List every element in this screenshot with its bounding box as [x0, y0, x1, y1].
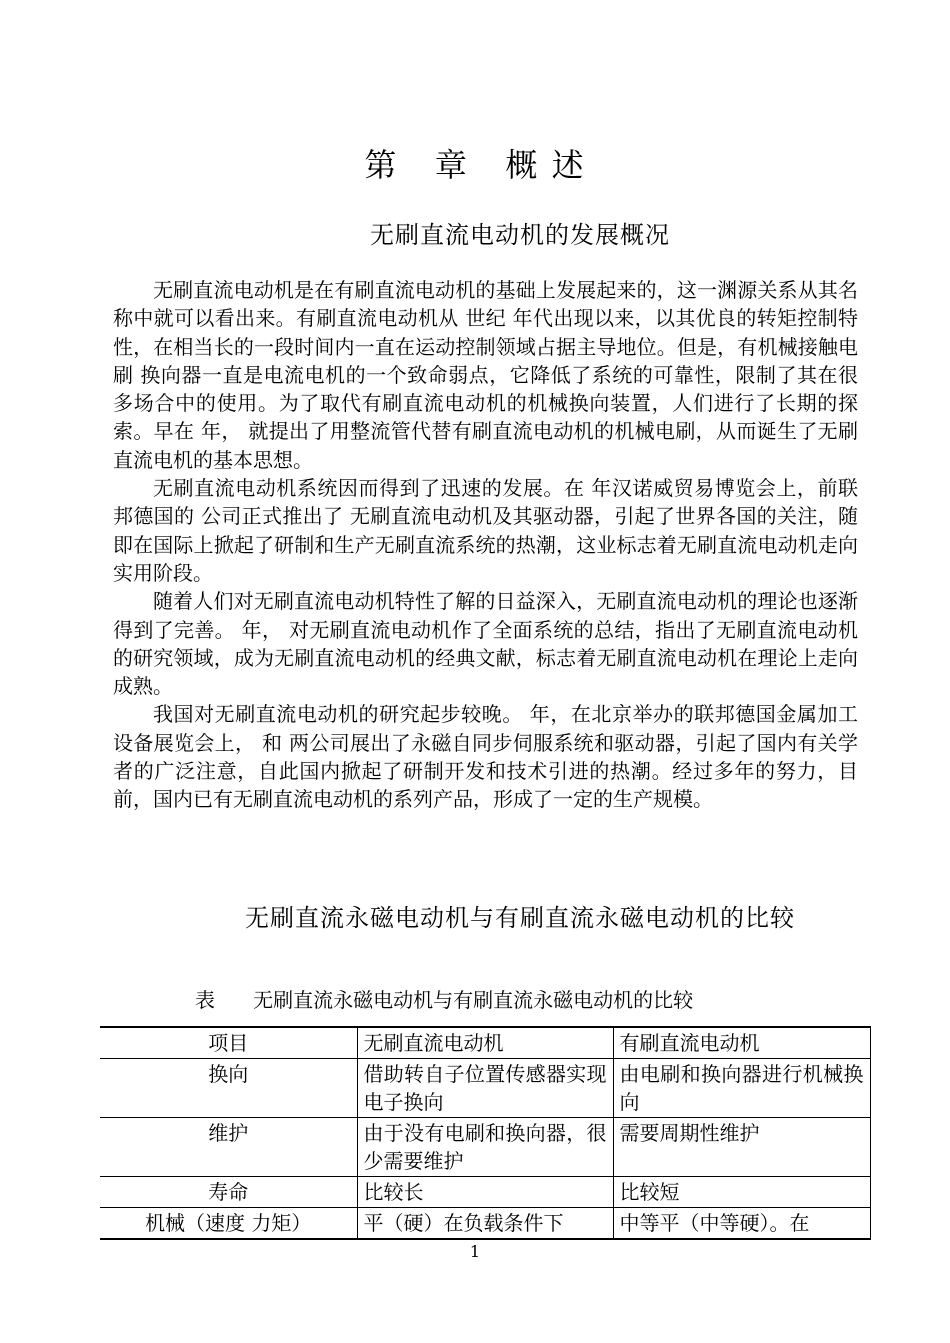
table-row [100, 1177, 870, 1208]
table-cell: 机械（速度 力矩） [100, 1208, 357, 1240]
table-cell: 中等平（中等硬）。在 [613, 1208, 870, 1240]
table-cell: 维护 [100, 1118, 357, 1177]
paragraph: 无刷直流电动机系统因而得到了迅速的发展。在 年汉诺威贸易博览会上，前联邦德国的 公司正式推出了 无刷直流电动机及其驱动器，引起了世界各国的关注，随即在国际上掀起了研制和生产无刷直流系统的热潮，这业标志着无刷直流电动机走向实用阶段。 [113, 476, 858, 585]
table-cell: 比较长 [357, 1177, 613, 1208]
chapter-title: 第 章 概 述 [364, 146, 586, 184]
table-cell: 换向 [100, 1059, 357, 1118]
table-header-cell: 无刷直流电动机 [357, 1027, 613, 1059]
table-cell: 借助转自子位置传感器实现电子换向 [357, 1059, 613, 1118]
table-cell: 比较短 [613, 1177, 870, 1208]
table-cell: 平（硬）在负载条件下 [357, 1208, 613, 1240]
table-row [100, 1059, 870, 1118]
table-header-cell: 项目 [100, 1027, 357, 1059]
paragraph: 无刷直流电动机是在有刷直流电动机的基础上发展起来的，这一渊源关系从其名称中就可以看出来。有刷直流电动机从 世纪 年代出现以来，以其优良的转矩控制特性，在相当长的一段时间内一直在运动控制领域占据主导地位。但是，有机械接触电刷 换向器一直是电流电机的一个致命弱点，它降低了系统的可靠性，限制了其在很多场合中的使用。为了取代有刷直流电动机的机械换向装置，人们进行了长期的探索。早在 年， 就提出了用整流管代替有刷直流电动机的机械电刷，从而诞生了无刷直流电机的基本思想。 [113, 278, 858, 472]
comparison-table [100, 1026, 871, 1240]
table-cell: 需要周期性维护 [613, 1118, 870, 1177]
table-caption: 表 无刷直流永磁电动机与有刷直流永磁电动机的比较 [195, 988, 694, 1012]
table-header-cell: 有刷直流电动机 [613, 1027, 870, 1059]
table-cell: 由于没有电刷和换向器，很少需要维护 [357, 1118, 613, 1177]
table-header-row [100, 1027, 870, 1059]
section-title-development: 无刷直流电动机的发展概况 [370, 221, 670, 249]
page-number: 1 [469, 1242, 481, 1261]
body-text [113, 276, 858, 814]
table-row [100, 1118, 870, 1177]
table-row [100, 1208, 870, 1240]
paragraph: 我国对无刷直流电动机的研究起步较晚。 年，在北京举办的联邦德国金属加工设备展览会上， 和 两公司展出了永磁自同步伺服系统和驱动器，引起了国内有关学者的广泛注意，自此国内掀起了研制开发和技术引进的热潮。经过多年的努力，目前，国内已有无刷直流电动机的系列产品，形成了一定的生产规模。 [113, 702, 858, 812]
paragraph: 随着人们对无刷直流电动机特性了解的日益深入，无刷直流电动机的理论也逐渐得到了完善。 年， 对无刷直流电动机作了全面系统的总结，指出了无刷直流电动机的研究领域，成为无刷直流电动机的经典文献，标志着无刷直流电动机在理论上走向成熟。 [113, 589, 858, 699]
table-cell: 由电刷和换向器进行机械换向 [613, 1059, 870, 1118]
table-cell: 寿命 [100, 1177, 357, 1208]
section-title-comparison: 无刷直流永磁电动机与有刷直流永磁电动机的比较 [245, 904, 795, 932]
